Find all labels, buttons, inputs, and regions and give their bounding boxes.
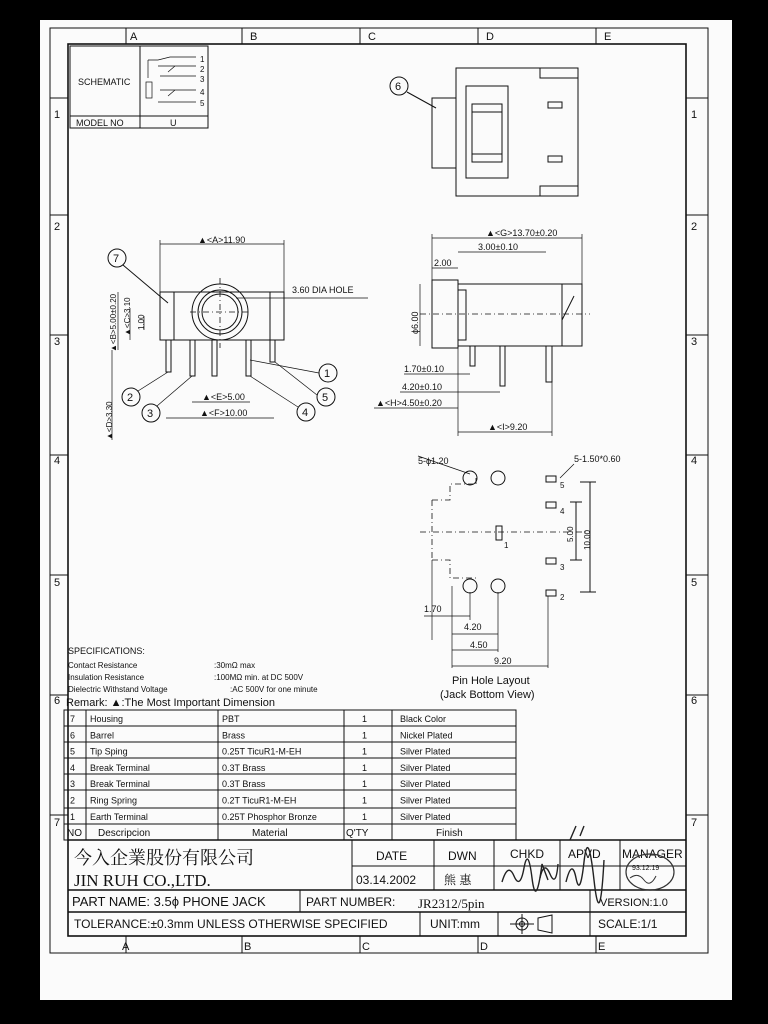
tolerance: TOLERANCE:±0.3mm UNLESS OTHERWISE SPECIFIED [74, 917, 388, 931]
unit: UNIT:mm [430, 917, 480, 931]
bom-cell-desc: Break Terminal [90, 779, 150, 790]
stamp-date: 93.12.19 [632, 865, 660, 872]
manager-label: MANAGER [622, 847, 683, 861]
svg-text:4: 4 [302, 407, 309, 419]
dim-e: ▲<E>5.00 [202, 392, 245, 402]
schematic-pin-1: 1 [200, 55, 205, 64]
pin-4-label: 4 [560, 507, 565, 516]
zone-row-1: 1 [54, 109, 61, 121]
dim-300: 3.00±0.10 [478, 242, 518, 252]
bom-cell-finish: Nickel Plated [400, 730, 453, 741]
bom-cell-desc: Break Terminal [90, 762, 150, 773]
spec-label-0: Contact Resistance [68, 661, 138, 670]
svg-text:1: 1 [324, 368, 331, 380]
company-name-en: JIN RUH CO.,LTD. [74, 871, 211, 890]
dim-170: 1.70±0.10 [404, 364, 444, 374]
dim-hole: 3.60 DIA HOLE [292, 285, 354, 295]
bom-cell-qty: 1 [362, 746, 368, 757]
bom-cell-no: 7 [70, 714, 76, 724]
pin-hole-dim: 5-ϕ1.20 [418, 456, 449, 466]
pin-dim-450: 4.50 [470, 640, 488, 650]
bom-cell-material: 0.25T Phosphor Bronze [222, 811, 317, 822]
zone-row-5-right: 5 [691, 577, 698, 589]
svg-text:5: 5 [322, 392, 329, 404]
pin-dim-1000: 10.00 [583, 529, 592, 550]
dim-h: ▲<H>4.50±0.20 [376, 398, 442, 408]
bom-header-qty: Q'TY [346, 828, 369, 839]
bom-cell-qty: 1 [362, 730, 368, 741]
pin-dim-920: 9.20 [494, 656, 512, 666]
zone-row-6: 6 [54, 695, 61, 707]
pin-slot-dim: 5-1.50*0.60 [574, 454, 621, 464]
zone-col-a-bottom: A [122, 941, 130, 953]
dim-c: ▲<C>3.10 [123, 297, 132, 336]
bom-cell-no: 4 [70, 762, 76, 773]
model-no-label: MODEL NO [76, 118, 124, 128]
zone-col-d-top: D [486, 31, 494, 43]
pin-layout-caption: Pin Hole Layout [452, 675, 530, 687]
bom-cell-no: 6 [70, 730, 76, 741]
bom-cell-finish: Silver Plated [400, 762, 451, 773]
bom-cell-material: Brass [222, 730, 246, 741]
bom-cell-no: 2 [70, 795, 76, 806]
pin-dim-500: 5.00 [566, 526, 575, 542]
bom-cell-desc: Barrel [90, 730, 115, 741]
spec-label-1: Insulation Resistance [68, 673, 145, 682]
zone-row-4-right: 4 [691, 455, 698, 467]
bom-cell-finish: Silver Plated [400, 795, 451, 806]
pin-3-label: 3 [560, 563, 565, 572]
bom-cell-material: 0.3T Brass [222, 779, 266, 790]
schematic-pin-3: 3 [200, 75, 205, 84]
zone-row-7: 7 [54, 817, 61, 829]
zone-col-a-top: A [130, 31, 138, 43]
dim-i: ▲<I>9.20 [488, 422, 528, 432]
zone-col-b-bottom: B [244, 941, 252, 953]
bom-header-desc: Descripcion [98, 828, 151, 839]
svg-text:3: 3 [147, 408, 154, 420]
dim-a: ▲<A>11.90 [198, 235, 246, 245]
dim-g: ▲<G>13.70±0.20 [486, 228, 558, 238]
svg-text:6: 6 [395, 81, 402, 93]
bom-cell-finish: Silver Plated [400, 746, 451, 757]
bom-cell-no: 3 [70, 779, 76, 790]
zone-col-c-top: C [368, 31, 376, 43]
bom-header-finish: Finish [436, 828, 463, 839]
spec-heading: SPECIFICATIONS: [68, 646, 145, 656]
pin-dim-420: 4.20 [464, 622, 482, 632]
zone-col-d-bottom: D [480, 941, 488, 953]
scale: SCALE:1/1 [598, 917, 658, 931]
zone-row-3: 3 [54, 336, 61, 348]
part-number-label: PART NUMBER: [306, 895, 396, 909]
bom-cell-no: 5 [70, 746, 76, 757]
schematic-pin-4: 4 [200, 88, 205, 97]
chkd-label: CHKD [510, 847, 545, 861]
bom-cell-qty: 1 [362, 762, 368, 773]
zone-row-3-right: 3 [691, 336, 698, 348]
apvd-label: APVD [568, 847, 601, 861]
schematic-title: SCHEMATIC [78, 77, 131, 87]
bom-cell-finish: Black Color [400, 714, 447, 724]
version: VERSION:1.0 [600, 897, 668, 909]
bom-header-no: NO [67, 828, 82, 839]
bom-header-material: Material [252, 828, 288, 839]
pin-layout-subcaption: (Jack Bottom View) [440, 689, 535, 701]
pin-5-label: 5 [560, 481, 565, 490]
dim-100: 1.00 [137, 314, 146, 330]
zone-col-c-bottom: C [362, 941, 370, 953]
zone-col-b-top: B [250, 31, 258, 43]
zone-col-e-top: E [604, 31, 612, 43]
bom-cell-desc: Housing [90, 714, 124, 724]
pin-2-label: 2 [560, 593, 565, 602]
dim-dia: ϕ6.00 [410, 311, 420, 334]
spec-value-0: :30mΩ max [214, 661, 256, 670]
svg-text:2: 2 [127, 392, 134, 404]
dim-b: ▲<B>5.00±0.20 [109, 293, 118, 352]
spec-value-2: :AC 500V for one minute [230, 685, 318, 694]
date-label: DATE [376, 849, 408, 863]
zone-row-5: 5 [54, 577, 61, 589]
bom-cell-qty: 1 [362, 795, 368, 806]
zone-row-4: 4 [54, 455, 61, 467]
bom-cell-material: 0.3T Brass [222, 762, 266, 773]
pin-1-label: 1 [504, 541, 509, 550]
dwn-value: 熊 惠 [444, 873, 472, 887]
part-number-value: JR2312/5pin [418, 896, 485, 911]
bom-cell-desc: Ring Spring [90, 795, 138, 806]
zone-row-2-right: 2 [691, 221, 698, 233]
spec-remark: Remark: ▲:The Most Important Dimension [66, 697, 275, 709]
bom-cell-material: 0.25T TicuR1-M-EH [222, 746, 302, 757]
zone-row-2: 2 [54, 221, 61, 233]
bom-cell-material: 0.2T TicuR1-M-EH [222, 795, 297, 806]
bom-cell-qty: 1 [362, 714, 368, 724]
dwn-label: DWN [448, 849, 477, 863]
bom-cell-qty: 1 [362, 811, 368, 822]
bom-cell-finish: Silver Plated [400, 779, 451, 790]
dim-420: 4.20±0.10 [402, 382, 442, 392]
bom-cell-qty: 1 [362, 779, 368, 790]
zone-col-e-bottom: E [598, 941, 606, 953]
company-name-cn: 今入企業股份有限公司 [74, 848, 254, 868]
pin-dim-170: 1.70 [424, 604, 442, 614]
bom-cell-no: 1 [70, 811, 76, 822]
svg-text:7: 7 [113, 253, 120, 265]
model-no-value: U [170, 118, 177, 128]
part-name: PART NAME: 3.5ϕ PHONE JACK [72, 894, 266, 909]
spec-label-2: Dielectric Withstand Voltage [68, 685, 168, 694]
schematic-pin-2: 2 [200, 65, 205, 74]
bom-cell-desc: Earth Terminal [90, 811, 148, 822]
dim-200: 2.00 [434, 258, 452, 268]
schematic-pin-5: 5 [200, 99, 205, 108]
zone-row-1-right: 1 [691, 109, 698, 121]
zone-row-7-right: 7 [691, 817, 698, 829]
zone-row-6-right: 6 [691, 695, 698, 707]
date-value: 03.14.2002 [356, 873, 417, 887]
spec-value-1: :100MΩ min. at DC 500V [214, 673, 304, 682]
dim-d: ▲<D>3.30 [105, 401, 114, 440]
bom-cell-desc: Tip Sping [90, 746, 128, 757]
bom-cell-finish: Silver Plated [400, 811, 451, 822]
bom-cell-material: PBT [222, 714, 240, 724]
dim-f: ▲<F>10.00 [200, 408, 248, 418]
